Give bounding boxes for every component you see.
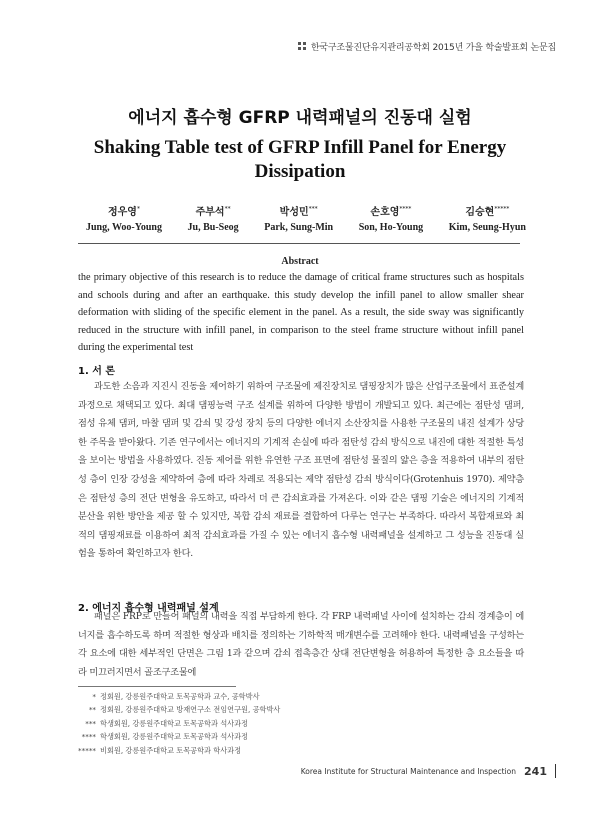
paper-title-korean: 에너지 흡수형 GFRP 내력패널의 진동대 실험 [128,108,472,128]
author-mark: *** [308,205,318,213]
author [188,203,239,233]
footnote-mark: *** [85,718,96,728]
author [264,203,333,233]
section-heading-introduction: 1. 서 론 [78,366,116,377]
footnote [78,703,378,716]
author-mark: ** [224,205,231,213]
section-body-introduction: 과도한 소음과 지진시 진동을 제어하기 위하여 구조물에 제진장치로 댐핑장치가 많은 산업구조물에서 표준설계 과정으로 채택되고 있다. 최대 댐핑능력 구조 설계를 위하여 다양한 방법이 개발되고 있다. 최근에는 점탄성 댐퍼, 점성 유체 댐퍼, 마찰 댐퍼 및 감쇠 및 강성 장치 등의 다양한 에너지 소산장치를 사용한 구조물의 내진 설계가 상당한 주목을 받아왔다. 기존 연구에서는 에너지의 기계적 손실에 따라 점탄성 감쇠 방식으로 내진에 대한 적절한 특성을 보이는 방법을 사용하였다. 진동 제어를 위한 유연한 구조 표면에 점탄성 물질의 얇은 층을 적용하여 내부의 점탄성 층이 인장 강성을 제약하여 층에 따라 차례로 적용되는 제약 점탄성 감쇠 방식이다(Grotenhuis 1970). 제약층은 점탄성 층의 전단 변형을 유도하고, 따라서 더 큰 감쇠효과를 가져온다. 이와 같은 댐핑 기술은 에너지의 기계적 분산을 위한 방안을 제공 할 수 있지만, 복합 감쇠 재료를 결합하여 다루는 연구는 부족하다. 따라서 복합재료와 최적의 댐핑재료를 이용하여 최적 감쇠효과를 가질 수 있는 에너지 흡수형 내력패널을 설계하고 그 성능을 진동대 실험을 통하여 확인하고자 한다. [78,381,524,560]
author-mark: **** [399,205,412,213]
footnote-text: 정회원, 강릉원주대학교 토목공학과 교수, 공학박사 [100,692,260,701]
author-name-english: Jung, Woo-Young [86,222,162,233]
footer-divider [555,764,556,778]
author-name-english: Park, Sung-Min [264,222,334,233]
footnote [78,690,378,703]
author-name-korean: 손호영 [370,207,400,218]
section-body-design: 패널은 FRP로 만들어 패널의 내력을 직접 부담하게 한다. 각 FRP 내력패널 사이에 설치하는 감쇠 경계층이 에너지를 흡수하도록 하며 적절한 형상과 배치를 정의하는 기하학적 매개변수를 고려해야 한다. 내력패널을 구성하는 각 요소에 대한 세부적인 단면은 그림 1과 같으며 감쇠 접촉층간 상대 전단변형을 허용하여 특정한 층 요소들을 따라 미끄러지면서 골조구조물에 [78,611,524,678]
author-name-korean: 김승현 [465,207,495,218]
footnote-mark: ** [88,705,96,715]
author-name-english: Son, Ho-Young [358,222,424,233]
abstract-divider [78,243,520,244]
author [86,203,162,233]
footnote-text: 학생회원, 강릉원주대학교 토목공학과 석사과정 [100,718,249,728]
footnote-text: 정회원, 강릉원주대학교 방재연구소 전임연구원, 공학박사 [100,705,281,715]
footnotes [78,690,378,757]
author-mark: * [136,205,140,213]
footnote-mark: * [92,692,96,701]
header-dots-icon [298,42,307,51]
footnote-mark: **** [81,732,96,742]
footnote-divider [78,686,236,687]
page-number: 241 [524,764,547,778]
paper-title-english: Shaking Table test of GFRP Infill Panel for Energy Dissipation [93,137,507,182]
author-name-english: Ju, Bu-Seog [187,222,239,233]
footnote [78,744,378,757]
abstract-heading: Abstract [281,256,319,267]
author [359,203,423,233]
footnote [78,730,378,743]
footnote-text: 비회원, 강릉원주대학교 토목공학과 학사과정 [100,745,242,755]
abstract-text: the primary objective of this research is to reduce the damage of critical frame structures such as hospitals and schools during and after an earthquake. this study develop the infill panel to allow smaller shear deformation with sliding of the specific element in the panel. As a result, the side sway was significantly reduced in the structure with infill panel, in comparison to the steel frame structure without infill panel during the experimental test [78,272,524,354]
footnote-mark: ***** [78,745,96,755]
author-mark: ***** [494,205,510,213]
author-list [86,203,526,233]
footnote [78,717,378,730]
author-name-english: Kim, Seung-Hyun [448,222,526,233]
footer-organization: Korea Institute for Structural Maintenance and Inspection [300,766,517,776]
author-name-korean: 박성민 [279,207,309,218]
page-footer [301,764,556,778]
journal-header-text: 한국구조물진단유지관리공학회 2015년 가을 학술발표회 논문집 [310,43,556,53]
section-heading-design: 2. 에너지 흡수형 내력패널 설계 [78,603,219,614]
journal-header [298,40,556,53]
author [449,203,526,233]
author-name-korean: 주부석 [195,207,225,218]
author-name-korean: 정우영 [107,207,137,218]
footnote-text: 학생회원, 강릉원주대학교 토목공학과 석사과정 [100,732,249,742]
